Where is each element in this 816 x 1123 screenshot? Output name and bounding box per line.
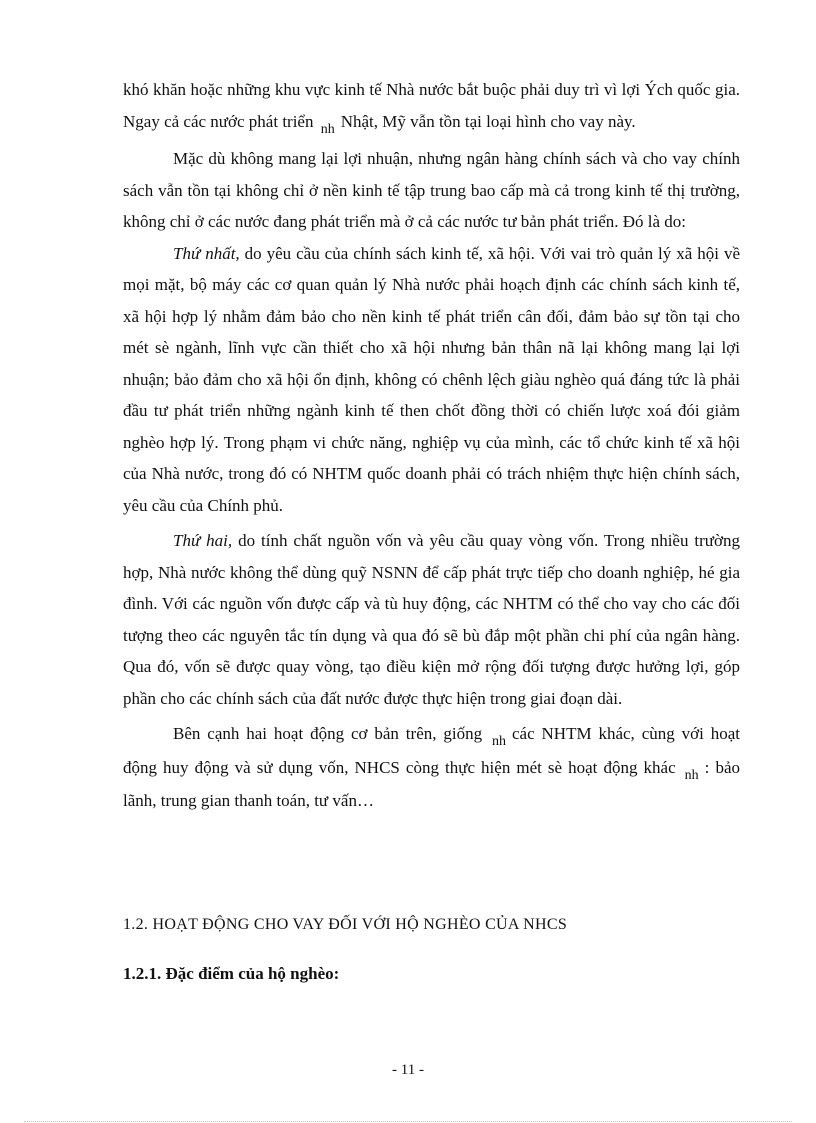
- paragraph-text: Nhật, Mỹ vẫn tồn tại loại hình cho vay này.: [340, 111, 636, 131]
- paragraph-lead: Thứ hai,: [173, 531, 233, 550]
- page-bottom-divider: [24, 1121, 792, 1122]
- subscript-fragment: nh: [492, 734, 506, 749]
- paragraph-lead: Thứ nhất,: [173, 243, 240, 263]
- subscript-fragment: nh: [684, 767, 699, 783]
- paragraph-continuation: [123, 74, 740, 139]
- subsection-heading: 1.2.1. Đặc điểm của hộ nghèo:: [123, 964, 340, 983]
- paragraph-text: do yêu cầu của chính sách kinh tế, xã hội. Với vai trò quản lý xã hội về mọi mặt, bộ máy các cơ quan quản lý Nhà nước phải hoạch định các chính sách kinh tế, xã hội hợp lý nhằm đảm bảo cho nền kinh tế phát triển cân đối, đảm bảo sự tồn tại cho mét sè ngành, lĩnh vực cần thiết cho xã hội nhưng bản thân nã lại không mang lại lợi nhuận; bảo đảm cho xã hội ổn định, không có chênh lệch giàu nghèo quá đáng tức là phải đầu tư phát triển những ngành kinh tế then chốt đồng thời có chiến lược xoá đói giảm nghèo hợp lý. Trong phạm vi chức năng, nghiệp vụ của mình, các tổ chức kinh tế xã hội của Nhà nước, trong đó có NHTM quốc doanh phải có trách nhiệm thực hiện chính sách, yêu cầu của Chính phủ.: [123, 243, 740, 515]
- page-number: - 11 -: [392, 1062, 424, 1078]
- paragraph-policy-existence: Mặc dù không mang lại lợi nhuận, nhưng ngân hàng chính sách và cho vay chính sách vẫn tồn tại không chỉ ở nền kinh tế tập trung bao cấp mà cả trong kinh tế thị trường, không chỉ ở các nước đang phát triển mà ở cả các nước tư bản phát triển. Đó là do:: [123, 149, 740, 231]
- paragraph-text: khó khăn hoặc những khu vực kinh tế Nhà nước bắt buộc phải duy trì vì lợi Ých quốc gia. Ngay cả các nước phát triển: [123, 80, 740, 131]
- paragraph-first-reason: [123, 238, 740, 522]
- paragraph-text: Bên cạnh hai hoạt động cơ bản trên, giống: [173, 724, 483, 743]
- subscript-fragment: nh: [320, 121, 335, 137]
- paragraph-text: do tính chất nguồn vốn và yêu cầu quay vòng vốn. Trong nhiều trường hợp, Nhà nước không thể dùng quỹ NSNN để cấp phát trực tiếp cho doanh nghiệp, hé gia đình. Với các nguồn vốn được cấp và tù huy động, các NHTM có thể cho vay cho các đối tượng theo các nguyên tắc tín dụng và qua đó sẽ bù đắp một phần chi phí của ngân hàng. Qua đó, vốn sẽ được quay vòng, tạo điều kiện mở rộng đối tượng được hưởng lợi, góp phần cho các chính sách của đất nước được thực hiện trong giai đoạn dài.: [123, 531, 740, 708]
- paragraph-other-activities: [123, 718, 740, 817]
- document-body: [123, 74, 740, 817]
- paragraph-text: các NHTM khác, cùng với hoạt động huy động và sử dụng vốn, NHCS còng thực hiện mét sè hoạt động khác: [123, 724, 740, 777]
- paragraph-text: : bảo lãnh, trung gian thanh toán, tư vấn…: [123, 757, 740, 810]
- paragraph-second-reason: [123, 525, 740, 714]
- section-heading: 1.2. HOẠT ĐỘNG CHO VAY ĐỐI VỚI HỘ NGHÈO CỦA NHCS: [123, 916, 568, 933]
